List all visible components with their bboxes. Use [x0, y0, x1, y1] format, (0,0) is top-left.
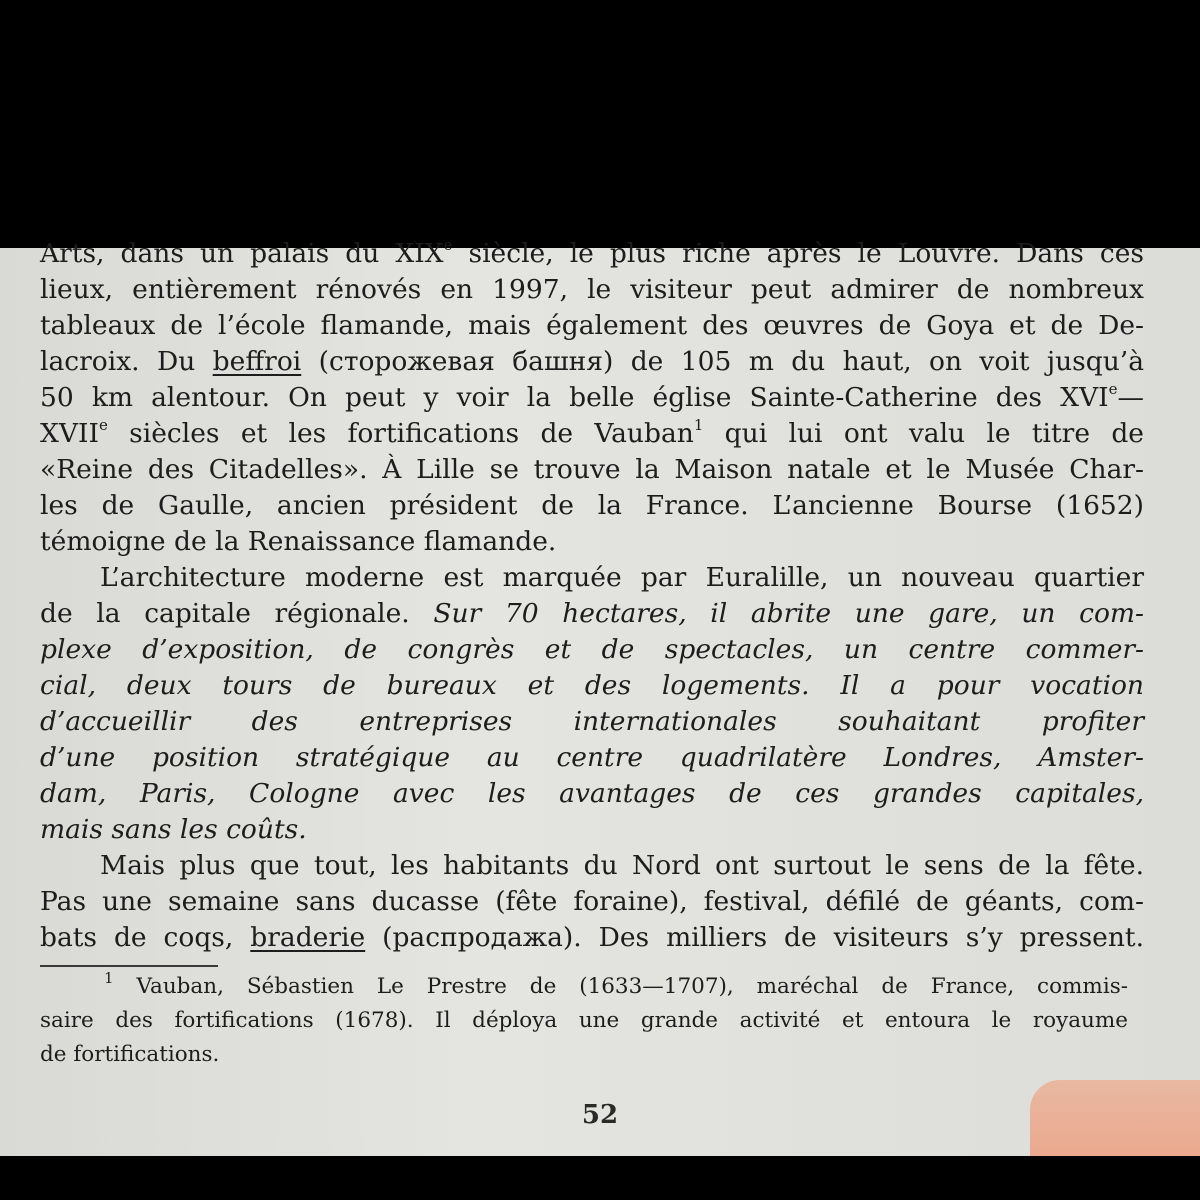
text-line: 50 km alentour. On peut y voir la belle église Sainte-Catherine des XVIe—: [40, 380, 1144, 413]
paragraph-2: [40, 560, 1144, 848]
footnote-line: $^1$ Vauban, Sébastien Le Prestre de (1633—1707), maréchal de France, commis-: [104, 968, 1128, 999]
text-line: mais sans les coûts.: [40, 814, 307, 845]
footnote-divider: [40, 965, 218, 967]
text-line: d’accueillir des entreprises internationales souhaitant profiter: [40, 706, 1144, 737]
text-line: témoigne de la Renaissance flamande.: [40, 526, 557, 557]
text-line: plexe d’exposition, de congrès et de spectacles, un centre commer-: [40, 634, 1144, 665]
underlined-word: braderie: [250, 922, 366, 953]
footnote-line: de fortifications.: [40, 1042, 220, 1067]
text-line: lacroix. Du beffroi (сторожевая башня) de 105 m du haut, on voit jusqu’à: [40, 346, 1145, 377]
text-line-cut: Arts, dans un palais du XIXe siècle, le plus riche après le Louvre. Dans ces: [40, 236, 1144, 269]
text-line: «Reine des Citadelles». À Lille se trouve la Maison natale et le Musée Char-: [40, 454, 1144, 485]
text-line: dam, Paris, Cologne avec les avantages de ces grandes capitales,: [40, 778, 1144, 809]
underlined-word: beffroi: [212, 346, 302, 377]
page-number: 52: [581, 1100, 619, 1130]
text-line: d’une position stratégique au centre quadrilatère Londres, Amster-: [40, 742, 1144, 773]
text-line: les de Gaulle, ancien président de la France. L’ancienne Bourse (1652): [40, 490, 1144, 521]
text-line: L’architecture moderne est marquée par Euralille, un nouveau quartier: [100, 562, 1144, 593]
paragraph-1: [40, 236, 1145, 560]
main-text: [40, 236, 1145, 956]
text-line: bats de coqs, braderie (распродажа). Des milliers de visiteurs s’y pressent.: [40, 922, 1144, 953]
text-line: de la capitale régionale. Sur 70 hectares, il abrite une gare, un com-: [40, 598, 1144, 629]
background-object: [1030, 1080, 1200, 1156]
paragraph-3: [40, 848, 1144, 956]
footnote: [40, 970, 1128, 1072]
text-line: Pas une semaine sans ducasse (fête foraine), festival, défilé de géants, com-: [40, 886, 1144, 917]
footnote-line: saire des fortifications (1678). Il déploya une grande activité et entoura le royaume: [40, 1008, 1128, 1033]
text-line: lieux, entièrement rénovés en 1997, le visiteur peut admirer de nombreux: [40, 274, 1144, 305]
text-line: XVIIe siècles et les fortifications de Vauban$^1$ qui lui ont valu le titre de: [40, 416, 1144, 449]
footnote-ref: 1: [693, 416, 704, 435]
footnote-marker: 1: [104, 968, 114, 987]
text-line: Mais plus que tout, les habitants du Nord ont surtout le sens de la fête.: [100, 850, 1144, 881]
text-line: cial, deux tours de bureaux et des logements. Il a pour vocation: [40, 670, 1144, 701]
text-line: tableaux de l’école flamande, mais également des œuvres de Goya et de De-: [40, 310, 1144, 341]
